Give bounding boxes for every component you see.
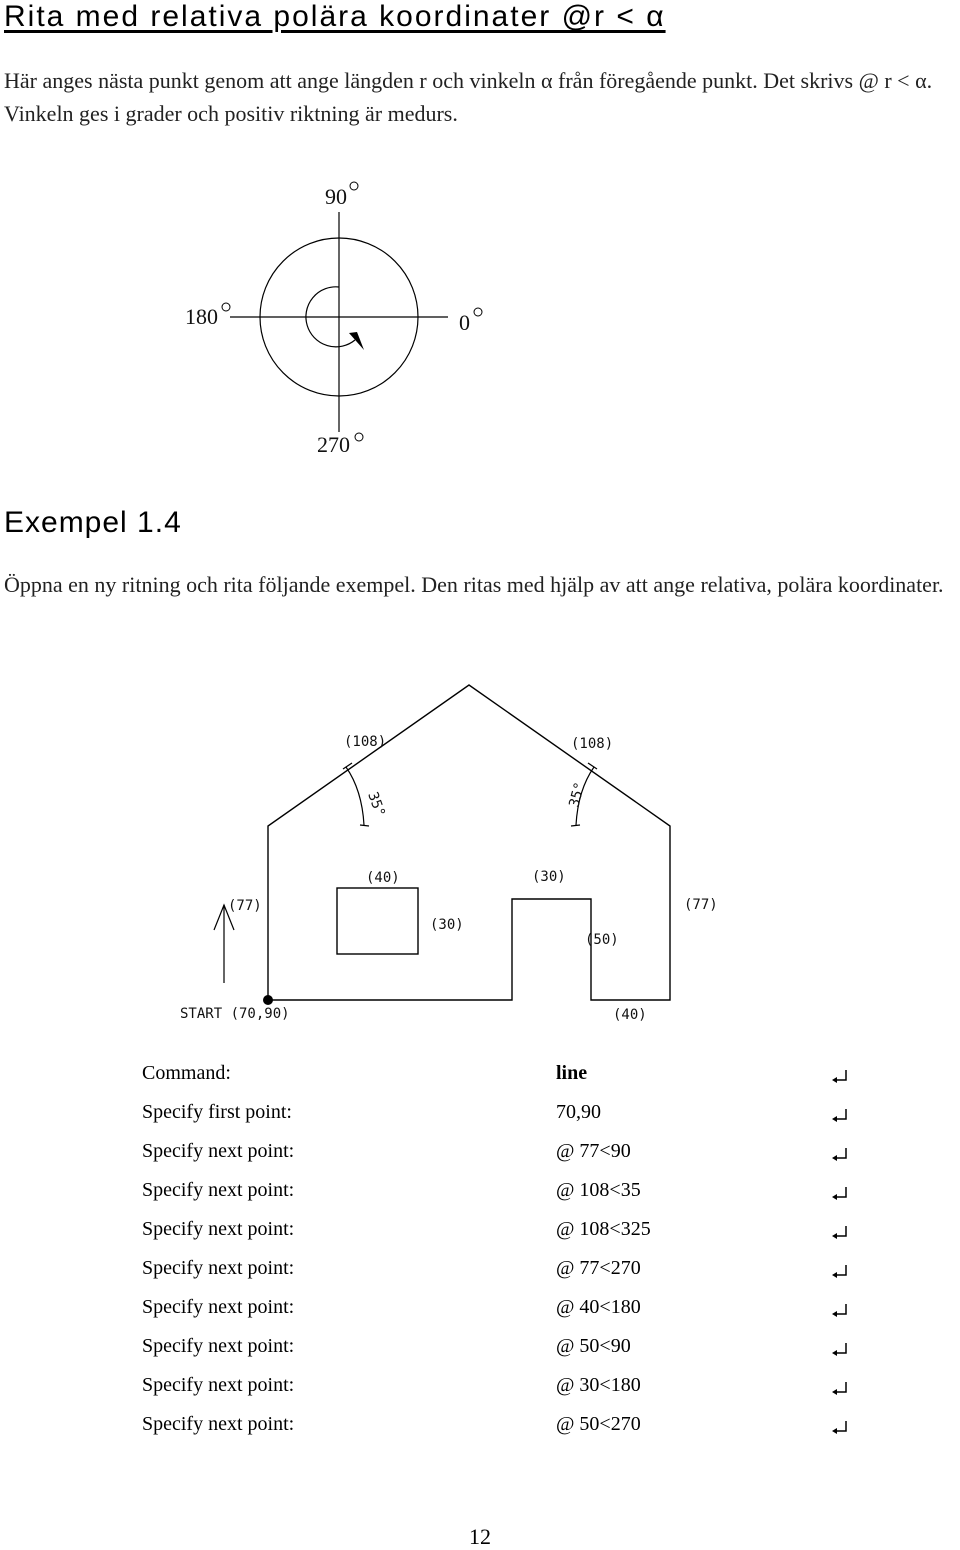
degree-mark-180 [222, 303, 230, 311]
degree-mark-0 [474, 308, 482, 316]
command-row [142, 1140, 862, 1179]
label-90: 90 [325, 184, 347, 209]
command-prompt: Specify next point: [142, 1218, 295, 1240]
command-row [142, 1374, 862, 1413]
command-prompt: Specify next point: [142, 1296, 295, 1318]
command-prompt: Specify next point: [142, 1140, 295, 1162]
intro-paragraph: Här anges nästa punkt genom att ange längden r och vinkeln α från föregående punkt. Det skrivs @ r < α. Vinkeln ges i grader och positiv riktning är medurs. [4, 68, 933, 126]
command-prompt: Specify next point: [142, 1413, 295, 1435]
command-row [142, 1218, 862, 1257]
degree-mark-90 [350, 182, 358, 190]
enter-key-icon [830, 1185, 850, 1201]
command-row [142, 1101, 862, 1140]
wall-left-length: (77) [228, 898, 262, 914]
command-prompt: Specify first point: [142, 1101, 292, 1123]
enter-key-icon [830, 1068, 850, 1084]
command-row [142, 1413, 862, 1452]
example-title: Exempel 1.4 [4, 506, 182, 539]
command-prompt: Specify next point: [142, 1257, 295, 1279]
bottom-right-length: (40) [613, 1007, 647, 1023]
enter-key-icon [830, 1263, 850, 1279]
command-value: @ 40<180 [556, 1296, 641, 1318]
label-180: 180 [185, 304, 218, 329]
window [337, 888, 418, 954]
command-value: 70,90 [556, 1101, 601, 1123]
enter-key-icon [830, 1341, 850, 1357]
command-row [142, 1257, 862, 1296]
command-prompt: Command: [142, 1062, 231, 1084]
house-outline [268, 685, 670, 1000]
command-row [142, 1062, 862, 1101]
enter-key-icon [830, 1380, 850, 1396]
wall-right-length: (77) [684, 897, 718, 913]
house-drawing [0, 660, 960, 1040]
command-row [142, 1296, 862, 1335]
command-prompt: Specify next point: [142, 1335, 295, 1357]
command-value: @ 108<35 [556, 1179, 641, 1201]
arrowhead-icon [349, 332, 364, 350]
command-value: @ 108<325 [556, 1218, 651, 1240]
angle-diagram [0, 0, 960, 470]
roof-right-angle: 35° [566, 780, 589, 810]
command-value: line [556, 1062, 588, 1084]
start-label: START (70,90) [180, 1006, 290, 1022]
command-value: @ 77<270 [556, 1257, 641, 1279]
enter-key-icon [830, 1419, 850, 1435]
door-height: (50) [585, 932, 619, 948]
window-width: (40) [366, 870, 400, 886]
command-prompt: Specify next point: [142, 1374, 295, 1396]
command-value: @ 77<90 [556, 1140, 631, 1162]
left-angle-tick-bottom [360, 825, 369, 826]
page-number: 12 [469, 1524, 491, 1549]
command-prompt: Specify next point: [142, 1179, 295, 1201]
enter-key-icon [830, 1302, 850, 1318]
start-point [263, 995, 273, 1005]
enter-key-icon [830, 1224, 850, 1240]
window-height: (30) [430, 917, 464, 933]
command-value: @ 30<180 [556, 1374, 641, 1396]
degree-mark-270 [355, 433, 363, 441]
roof-left-length: (108) [344, 734, 387, 750]
label-270: 270 [317, 432, 350, 457]
door-width: (30) [532, 869, 566, 885]
roof-right-length: (108) [571, 736, 614, 752]
right-angle-tick-bottom [571, 825, 580, 826]
roof-left-angle: 35° [364, 789, 388, 820]
enter-key-icon [830, 1146, 850, 1162]
command-table [142, 1062, 862, 1452]
command-value: @ 50<270 [556, 1413, 641, 1435]
left-angle-arc [346, 767, 364, 825]
command-row [142, 1335, 862, 1374]
label-0: 0 [459, 310, 470, 335]
example-description: Öppna en ny ritning och rita följande exempel. Den ritas med hjälp av att ange relativa, polära koordinater. [4, 572, 944, 597]
command-row [142, 1179, 862, 1218]
right-angle-tick-top [588, 763, 597, 769]
enter-key-icon [830, 1107, 850, 1123]
command-value: @ 50<90 [556, 1335, 631, 1357]
page-heading: Rita med relativa polära koordinater @r < α [4, 0, 666, 33]
